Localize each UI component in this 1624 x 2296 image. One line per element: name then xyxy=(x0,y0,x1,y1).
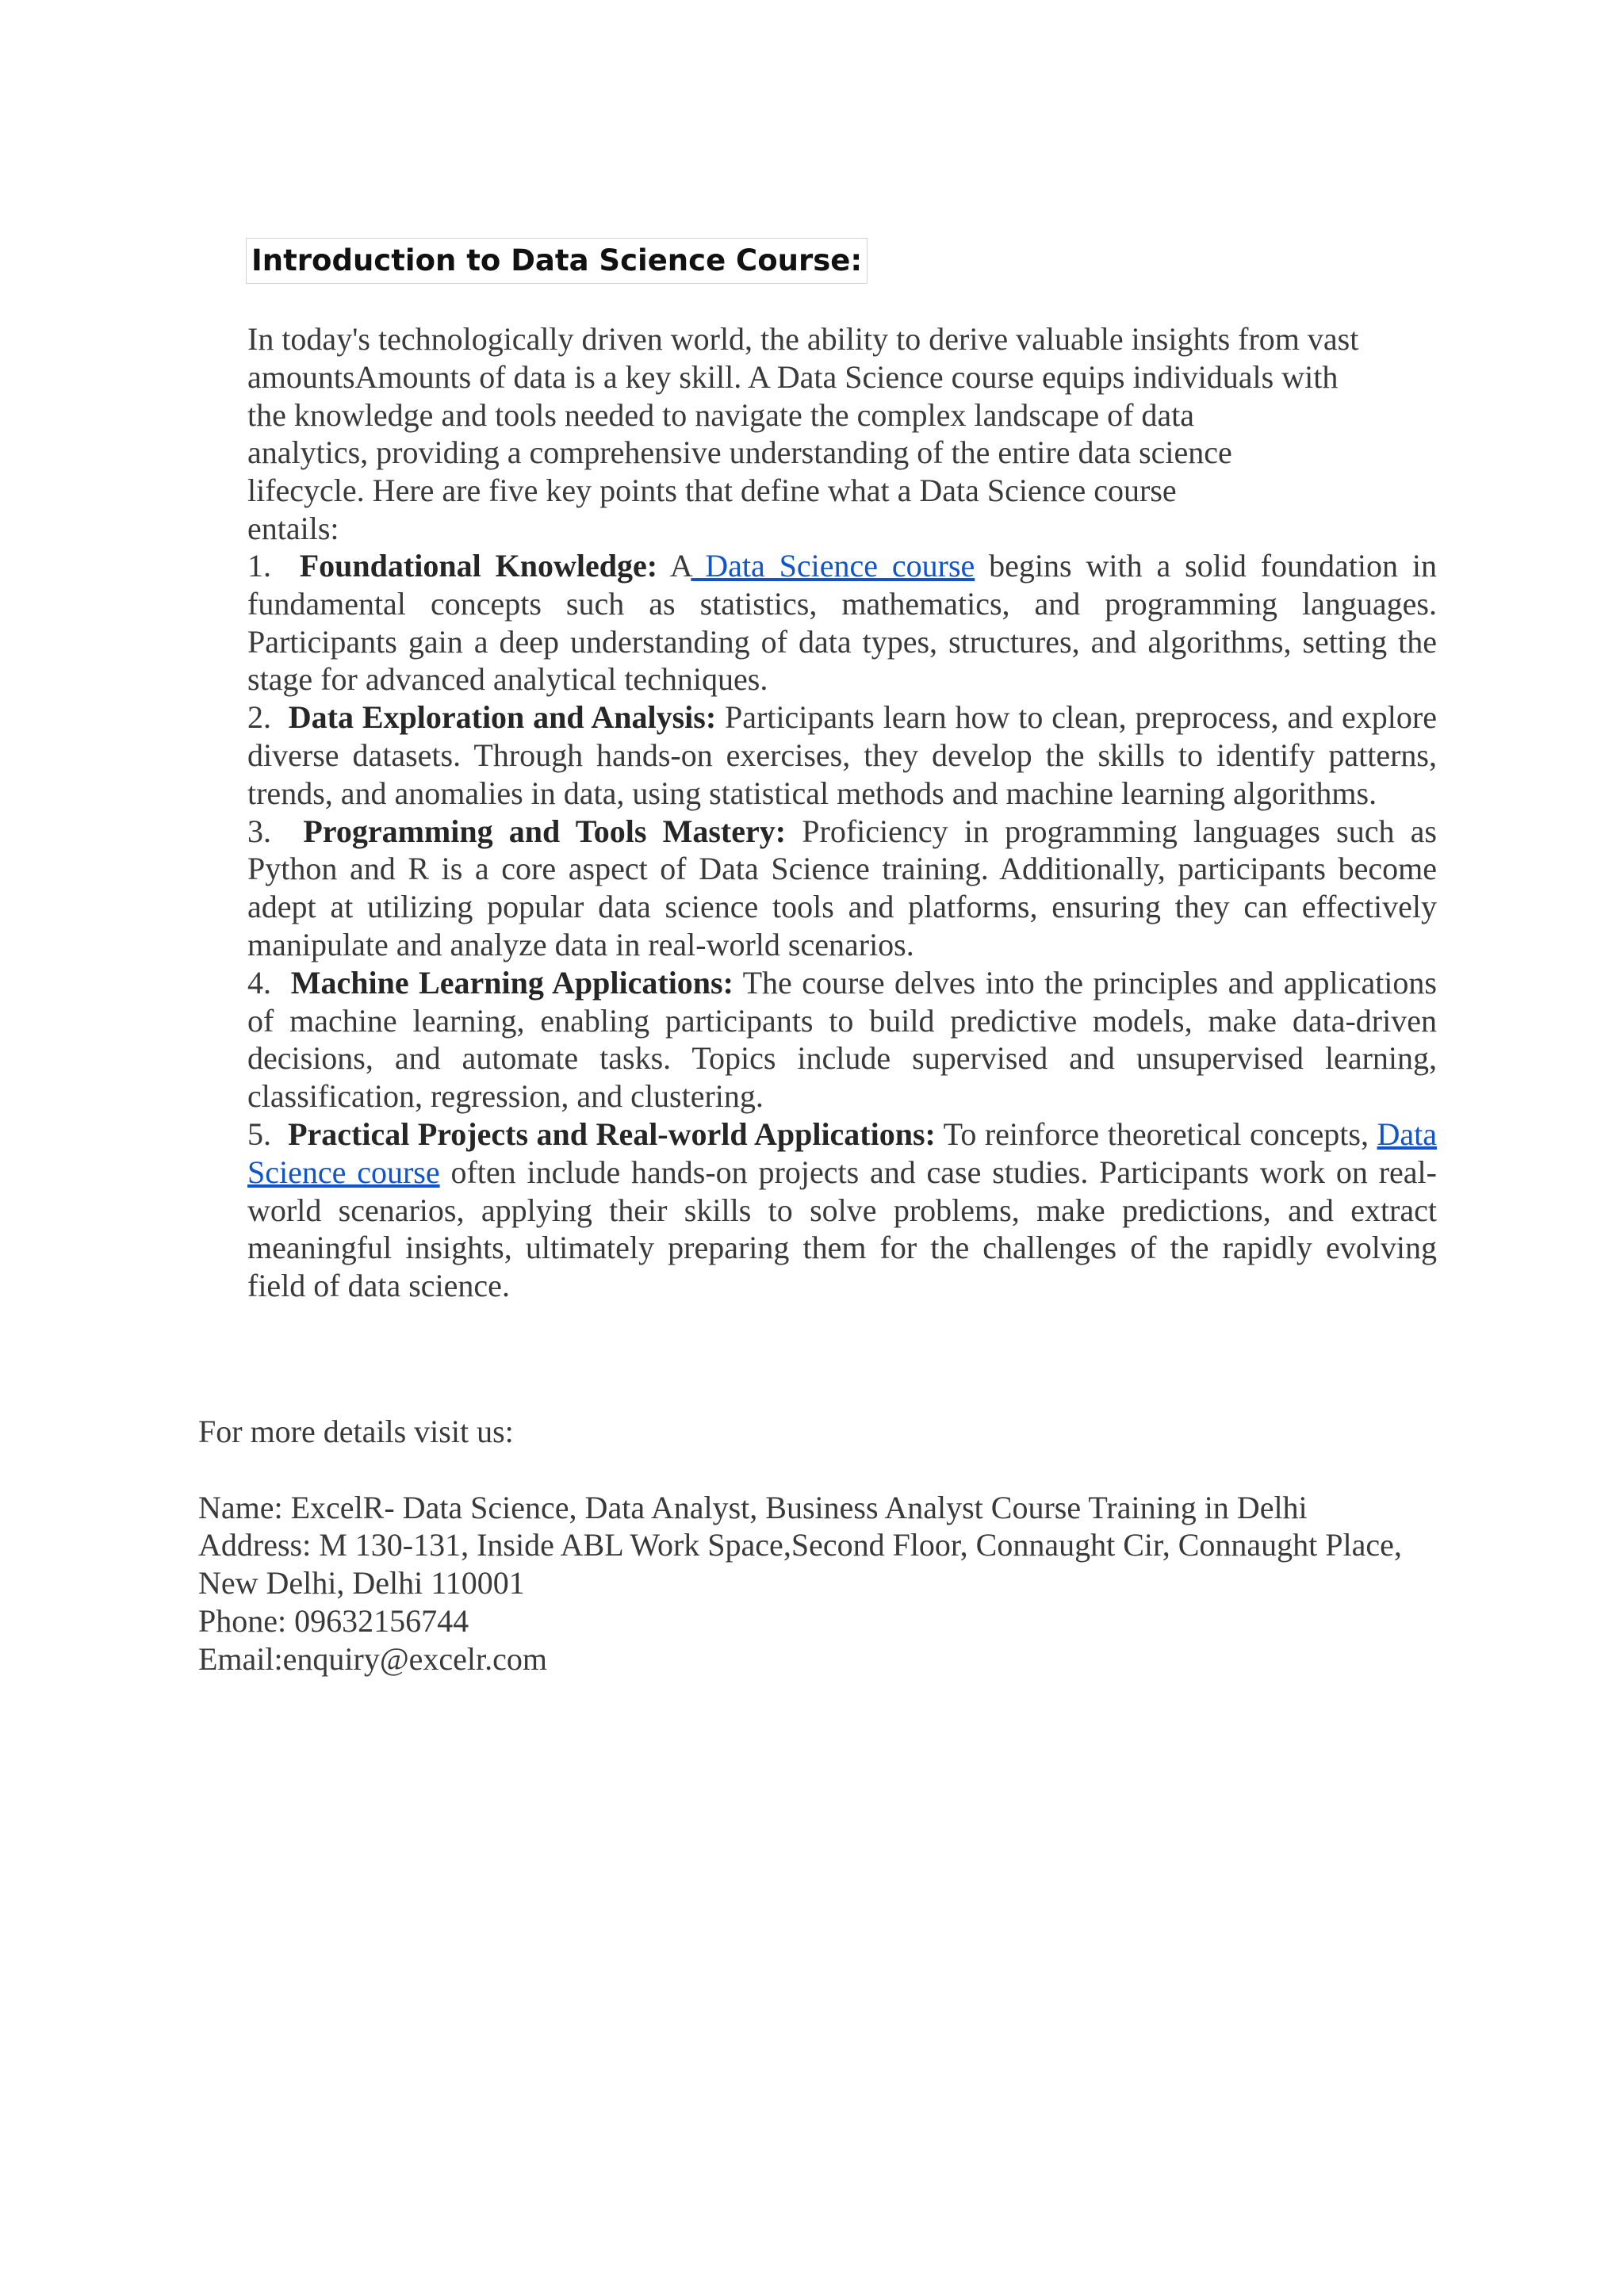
point-number: 3. xyxy=(247,813,271,849)
intro-line: the knowledge and tools needed to navigate the complex landscape of data xyxy=(247,396,1195,433)
intro-line: entails: xyxy=(247,510,339,546)
point-body: Participants learn how to clean, preprocess, and explore diverse datasets. Through hands-on exercises, they develop the skills to identify patterns, trends, and anomalies in data, using statistical methods and machine learning algorithms. xyxy=(247,699,1437,811)
point-number: 5. xyxy=(247,1115,271,1152)
point-body: often include hands-on projects and case studies. Participants work on real-world scenarios, applying their skills to solve problems, make predictions, and extract meaningful insights, ultimately preparing them for the challenges of the rapidly evolving field of data science. xyxy=(247,1154,1437,1304)
document-title: Introduction to Data Science Course: xyxy=(246,238,868,284)
point-body: begins with a solid foundation in fundamental concepts such as statistics, mathematics, and programming languages. Participants gain a deep understanding of data types, structures, and algorithms, setting the stage for advanced analytical techniques. xyxy=(247,548,1438,698)
point-heading: Data Exploration and Analysis: xyxy=(288,699,717,736)
point-body: The course delves into the principles and applications of machine learning, enabling participants to build predictive models, make data-driven decisions, and automate tasks. Topics include supervised and unsupervised learning, classification, regression, and clustering. xyxy=(247,964,1437,1115)
point-body: Proficiency in programming languages such as Python and R is a core aspect of Data Science training. Additionally, participants become adept at utilizing popular data science tools and platforms, ensuring they can effectively manipulate and analyze data in real-world scenarios. xyxy=(247,813,1437,962)
intro-line: analytics, providing a comprehensive understanding of the entire data science xyxy=(247,434,1232,471)
point-number: 1. xyxy=(247,548,271,584)
data-science-course-link[interactable]: Data Science course xyxy=(691,548,975,584)
key-point-1 xyxy=(247,547,1437,698)
contact-address-line-1: Address: M 130-131, Inside ABL Work Space,Second Floor, Connaught Cir, Connaught Place, xyxy=(198,1527,1402,1563)
point-heading: Foundational Knowledge: xyxy=(299,548,658,584)
visit-text: For more details visit us: xyxy=(198,1414,514,1449)
point-number: 2. xyxy=(247,699,271,736)
point-heading: Machine Learning Applications: xyxy=(290,964,733,1001)
contact-address-line-2: New Delhi, Delhi 110001 xyxy=(198,1565,525,1601)
spacer xyxy=(198,1451,1443,1489)
intro-line: In today's technologically driven world, the ability to derive valuable insights from vast xyxy=(247,321,1359,357)
key-point-2 xyxy=(247,698,1437,812)
key-points-list xyxy=(247,547,1437,1305)
data-science-course-link[interactable]: Data Science course xyxy=(247,1115,1438,1190)
point-pre-link: A xyxy=(669,548,691,584)
intro-line: lifecycle. Here are five key points that define what a Data Science course xyxy=(247,473,1177,509)
point-heading: Programming and Tools Mastery: xyxy=(303,813,787,849)
intro-line: amountsAmounts of data is a key skill. A Data Science course equips individuals with xyxy=(247,358,1339,395)
point-body-before-link: To reinforce theoretical concepts, xyxy=(935,1115,1377,1152)
contact-name: Name: ExcelR- Data Science, Data Analyst, Business Analyst Course Training in Delhi xyxy=(198,1489,1308,1525)
contact-email: Email:enquiry@excelr.com xyxy=(198,1640,548,1677)
point-heading: Practical Projects and Real-world Applications: xyxy=(288,1115,936,1152)
key-point-3 xyxy=(247,813,1437,964)
key-point-5 xyxy=(247,1115,1437,1305)
point-number: 4. xyxy=(247,964,271,1001)
key-point-4 xyxy=(247,964,1437,1115)
intro-paragraph xyxy=(247,320,1437,548)
contact-phone: Phone: 09632156744 xyxy=(198,1602,469,1639)
contact-block xyxy=(198,1413,1443,1678)
